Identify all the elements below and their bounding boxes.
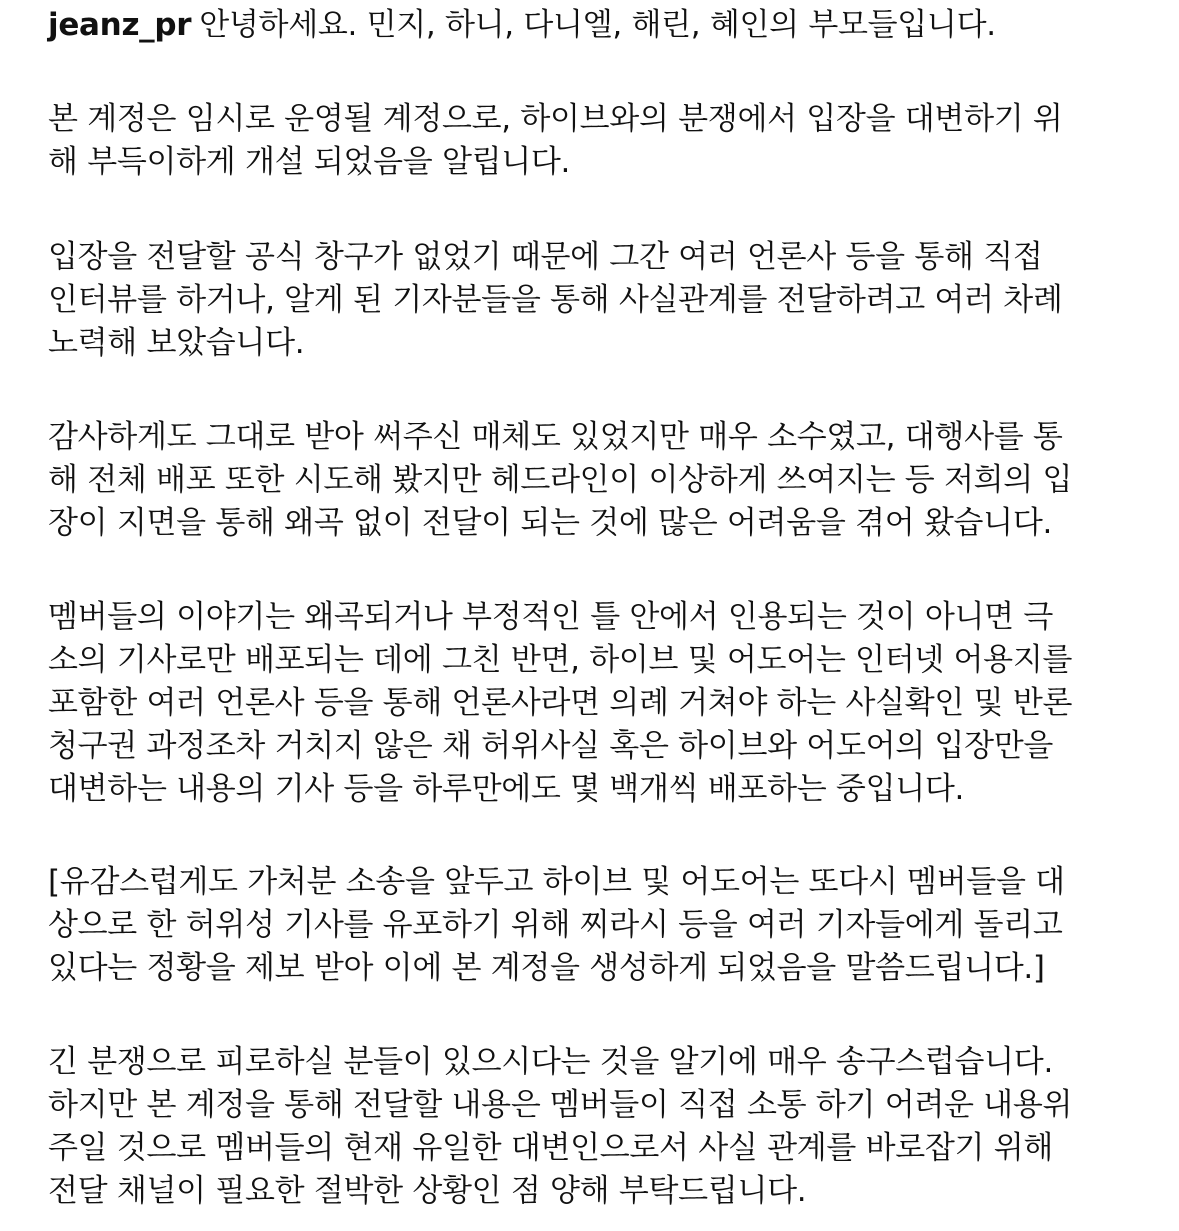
caption-line: 해 부득이하게 개설 되었음을 알립니다. <box>48 144 571 180</box>
caption-paragraph-7 <box>48 1041 1072 1213</box>
caption-line: 포함한 여러 언론사 등을 통해 언론사라면 의례 거쳐야 하는 사실확인 및 반론 <box>48 685 1073 721</box>
caption-line: 있다는 정황을 제보 받아 이에 본 계정을 생성하게 되었음을 말씀드립니다.] <box>48 950 1045 986</box>
caption-paragraph-4 <box>48 416 1072 545</box>
username-link[interactable]: jeanz_pr <box>48 7 192 43</box>
caption-line: 긴 분쟁으로 피로하실 분들이 있으시다는 것을 알기에 매우 송구스럽습니다. <box>48 1044 1054 1080</box>
caption-line: 입장을 전달할 공식 창구가 없었기 때문에 그간 여러 언론사 등을 통해 직접 <box>48 239 1043 275</box>
caption-line: 장이 지면을 통해 왜곡 없이 전달이 되는 것에 많은 어려움을 겪어 왔습니다. <box>48 505 1053 541</box>
caption-line: 멤버들의 이야기는 왜곡되거나 부정적인 틀 안에서 인용되는 것이 아니면 극 <box>48 599 1054 635</box>
caption-line: 소의 기사로만 배포되는 데에 그친 반면, 하이브 및 어도어는 인터넷 어용지를 <box>48 642 1073 678</box>
caption-paragraph-2 <box>48 98 1063 184</box>
caption-line: 감사하게도 그대로 받아 써주신 매체도 있었지만 매우 소수였고, 대행사를 통 <box>48 419 1063 455</box>
caption-line: 인터뷰를 하거나, 알게 된 기자분들을 통해 사실관계를 전달하려고 여러 차례 <box>48 282 1063 318</box>
caption-line <box>48 4 996 47</box>
caption-paragraph-6 <box>48 861 1065 990</box>
caption-paragraph-5 <box>48 596 1072 811</box>
caption-text: 안녕하세요. 민지, 하니, 다니엘, 해린, 혜인의 부모들입니다. <box>199 7 996 43</box>
caption-line: 전달 채널이 필요한 절박한 상황인 점 양해 부탁드립니다. <box>48 1173 807 1209</box>
caption-line: 상으로 한 허위성 기사를 유포하기 위해 찌라시 등을 여러 기자들에게 돌리고 <box>48 907 1063 943</box>
caption-paragraph-3 <box>48 236 1063 365</box>
caption-line: 노력해 보았습니다. <box>48 325 305 361</box>
caption-line: 하지만 본 계정을 통해 전달할 내용은 멤버들이 직접 소통 하기 어려운 내용위 <box>48 1087 1073 1123</box>
caption-line: 해 전체 배포 또한 시도해 봤지만 헤드라인이 이상하게 쓰여지는 등 저희의 입 <box>48 462 1073 498</box>
caption-line: [유감스럽게도 가처분 소송을 앞두고 하이브 및 어도어는 또다시 멤버들을 대 <box>48 864 1065 900</box>
caption-paragraph-1 <box>48 4 996 47</box>
caption-line: 본 계정은 임시로 운영될 계정으로, 하이브와의 분쟁에서 입장을 대변하기 위 <box>48 101 1063 137</box>
caption-line: 주일 것으로 멤버들의 현재 유일한 대변인으로서 사실 관계를 바로잡기 위해 <box>48 1130 1054 1166</box>
caption-line: 청구권 과정조차 거치지 않은 채 허위사실 혹은 하이브와 어도어의 입장만을 <box>48 728 1054 764</box>
caption-line: 대변하는 내용의 기사 등을 하루만에도 몇 백개씩 배포하는 중입니다. <box>48 771 965 807</box>
